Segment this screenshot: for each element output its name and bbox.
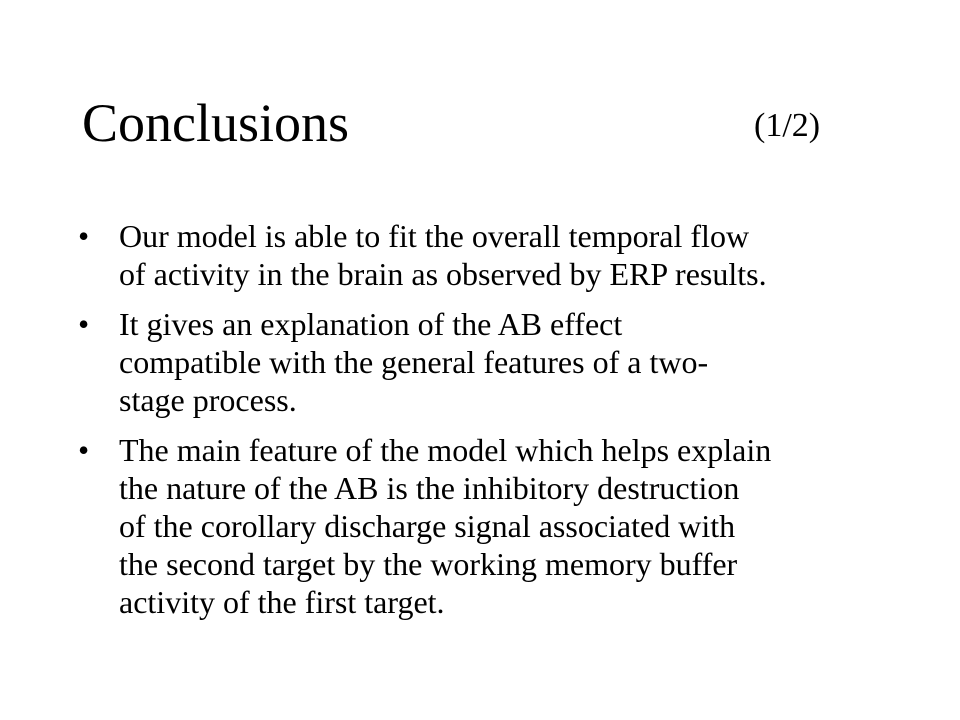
bullet-text xyxy=(119,431,898,621)
bullet-line: The main feature of the model which helps explain xyxy=(119,432,772,468)
bullet-item xyxy=(78,431,898,621)
bullet-line: compatible with the general features of a two- xyxy=(119,344,709,380)
bullet-line: of activity in the brain as observed by ERP results. xyxy=(119,256,767,292)
bullet-line: of the corollary discharge signal associated with xyxy=(119,508,736,544)
bullet-list xyxy=(78,217,898,633)
bullet-text xyxy=(119,217,898,293)
bullet-line: Our model is able to fit the overall temporal flow xyxy=(119,218,750,254)
bullet-line: the nature of the AB is the inhibitory destruction xyxy=(119,470,740,506)
slide-title: Conclusions xyxy=(82,93,350,153)
bullet-line: activity of the first target. xyxy=(119,584,445,620)
bullet-text xyxy=(119,305,898,419)
bullet-icon: • xyxy=(78,306,90,342)
bullet-line: stage process. xyxy=(119,382,297,418)
slide-counter: (1/2) xyxy=(754,107,821,144)
bullet-icon: • xyxy=(78,218,90,254)
bullet-item xyxy=(78,305,898,419)
bullet-line: the second target by the working memory buffer xyxy=(119,546,738,582)
bullet-line: It gives an explanation of the AB effect xyxy=(119,306,623,342)
bullet-item xyxy=(78,217,898,293)
bullet-icon: • xyxy=(78,432,90,468)
